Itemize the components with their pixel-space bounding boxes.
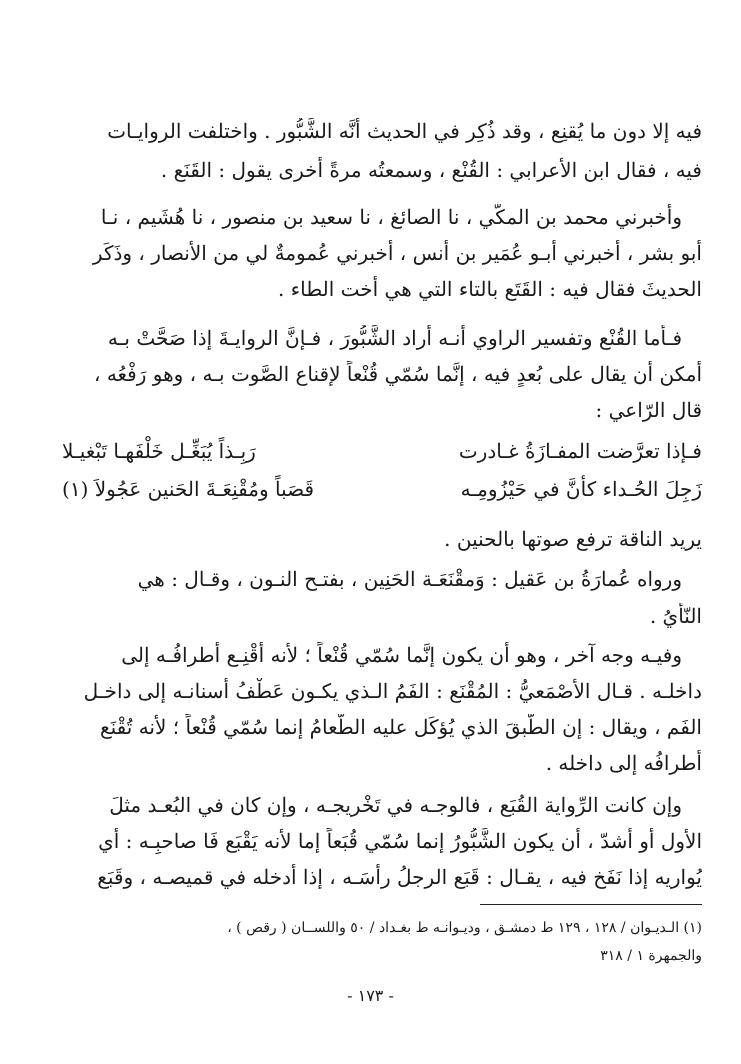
verse-first-hemistich: زَجِلَ الحُـداء كأنَّ في حَيْزُومِـه xyxy=(460,477,702,501)
verse-line xyxy=(62,438,712,468)
text-line: النّأْيُ . xyxy=(649,604,702,628)
text-line: أطرافُه إلى داخله . xyxy=(545,751,702,775)
text-line: الحديثَ فقال فيه : القَتَع بالتاء التي هي أخت الطاء . xyxy=(278,277,702,301)
verse-line xyxy=(62,476,712,506)
text-line: ورواه عُمارَةُ بن عَقيل : وَمقْنَعَـة الحَنِين ، بفتـح النـون ، وقـال : هي xyxy=(137,567,682,591)
text-line: فيه إلا دون ما يُقنِع ، وقد ذُكِر في الحديث أنَّه الشَّبُّور . واختلفت الروايـات xyxy=(107,119,702,143)
footnote-line: (١) الـديـوان / ١٢٨ ، ١٢٩ ط دمشـق ، وديـوانـه ط بغـداد / ٥٠ واللســان ( رقص ) ، xyxy=(227,920,702,936)
verse-second-hemistich: رَبِـذاً يُبَغِّـل خَلْفَهـا تَبْغيـلا xyxy=(62,439,256,463)
text-line: داخلـه . قـال الأصْمَعيُّ : المُقْنَع : الفَمُ الـذي يكـون عَطْفُ أسنانـه إلى داخـل xyxy=(83,679,702,703)
text-line: أبو بشر ، أخبرني أبـو عُمَير بن أنس ، أخبرني عُمومةٌ لي من الأنصار ، وذَكَر xyxy=(92,241,702,265)
verse-first-hemistich: فـإذا تعرَّضت المفـازَةُ غـادرت xyxy=(458,439,702,463)
verse-second-hemistich: قَصَباً ومُقْنِعَـةَ الحَنين عَجُولاَ (١) xyxy=(62,477,315,501)
text-line: وفيـه وجه آخر ، وهو أن يكون إنَّما سُمّي قُنْعاً ؛ لأنه أُقْنِـع أطرافُـه إلى xyxy=(121,643,682,667)
text-line: قال الرّاعي : xyxy=(595,398,702,422)
footnote-line: والجمهرة ١ / ٣١٨ xyxy=(600,948,702,964)
footnote-separator xyxy=(480,904,702,905)
text-line: فيه ، فقال ابن الأعرابي : القُنْع ، وسمعتُه مرةً أخرى يقول : القَنَع . xyxy=(160,158,702,182)
text-line: يُواريه إذا نَفَخ فيه ، يقـال : قَبَع الرجلُ رأسَـه ، إذا أدخله في قميصـه ، وقَبَع xyxy=(97,865,702,889)
text-line: فـأما القُنْع وتفسير الراوي أنـه أراد الشَّبُّورَ ، فـإنَّ الروايـةَ إذا صَحَّتْ بـه xyxy=(107,326,682,350)
text-line: وإن كانت الرِّواية القُبَع ، فالوجـه في تَخْريجـه ، وإن كان في البُعـد مثلَ xyxy=(109,793,682,817)
text-line: أمكن أن يقال على بُعدٍ فيه ، إنَّما سُمّي قُنْعاً لإقناع الصَّوت بـه ، وهو رَفْعُه ، xyxy=(94,362,702,386)
text-line: يريد الناقة ترفع صوتها بالحنين . xyxy=(444,527,702,551)
text-line: الأول أو أشدّ ، أن يكون الشَّبُّورُ إنما سُمّي قُبَعاً إما لأنه يَقْبَع فَا صاحبِـه : أي xyxy=(98,829,702,853)
text-line: وأخبرني محمد بن المكّي ، نا الصائغ ، نا سعيد بن منصور ، نا هُشَيم ، نـا xyxy=(100,205,682,229)
text-line: الفَم ، ويقال : إن الطَّبقَ الذي يُؤكَل عليه الطَّعامُ إنما سُمّي قُنْعاً ؛ لأنه تُقْنَع xyxy=(99,715,702,739)
page-number: - ١٧٣ - xyxy=(347,986,394,1005)
